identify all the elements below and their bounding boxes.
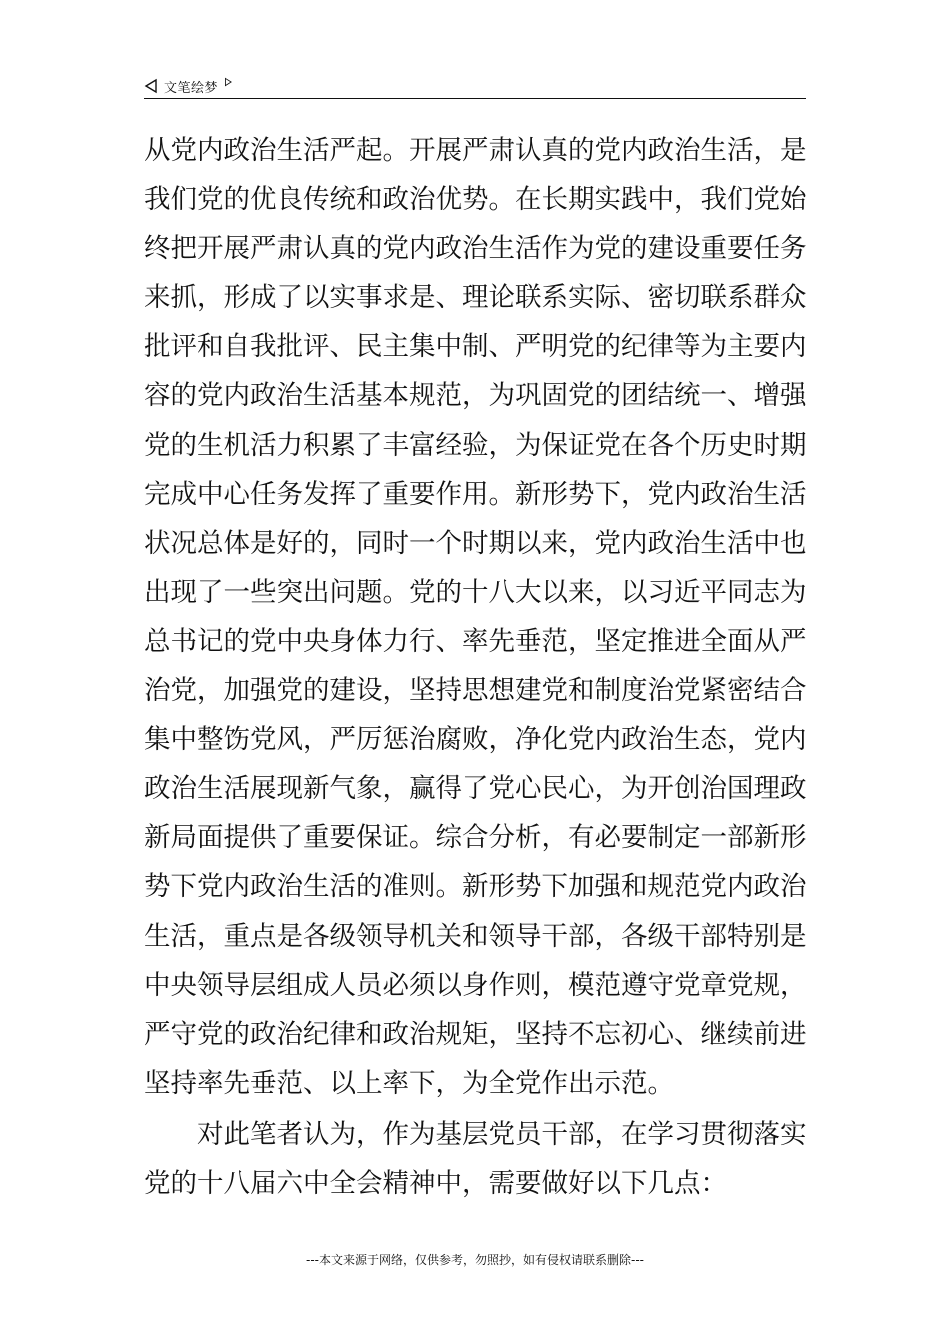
- text-line: 严守党的政治纪律和政治规矩，坚持不忘初心、继续前进: [144, 1018, 806, 1050]
- text-line: 坚持率先垂范、以上率下，为全党作出示范。: [144, 1067, 674, 1099]
- page-header: [144, 74, 806, 98]
- document-body: [144, 126, 806, 1208]
- text-line: 党的十八届六中全会精神中，需要做好以下几点：: [144, 1167, 727, 1199]
- text-line: 生活，重点是各级领导机关和领导干部，各级干部特别是: [144, 920, 806, 952]
- text-line: 政治生活展现新气象，赢得了党心民心，为开创治国理政: [144, 773, 806, 805]
- text-line: 治党，加强党的建设，坚持思想建党和制度治党紧密结合: [144, 675, 806, 707]
- text-line: 批评和自我批评、民主集中制、严明党的纪律等为主要内: [144, 331, 806, 363]
- text-line: 来抓，形成了以实事求是、理论联系实际、密切联系群众: [144, 282, 806, 314]
- header-rule: [144, 98, 806, 99]
- text-line: 对此笔者认为，作为基层党员干部，在学习贯彻落实: [197, 1118, 806, 1150]
- text-line: 容的党内政治生活基本规范，为巩固党的团结统一、增强: [144, 380, 806, 412]
- text-line: 终把开展严肃认真的党内政治生活作为党的建设重要任务: [144, 233, 806, 265]
- text-line: 新局面提供了重要保证。综合分析，有必要制定一部新形: [144, 822, 806, 854]
- text-line: 总书记的党中央身体力行、率先垂范，坚定推进全面从严: [144, 625, 806, 657]
- triangle-right-icon: [224, 76, 234, 88]
- text-line: 状况总体是好的，同时一个时期以来，党内政治生活中也: [144, 527, 806, 559]
- header-title: 文笔绘梦: [164, 80, 219, 96]
- text-line: 出现了一些突出问题。党的十八大以来，以习近平同志为: [144, 576, 806, 608]
- text-line: 中央领导层组成人员必须以身作则，模范遵守党章党规，: [144, 969, 806, 1001]
- text-line: 势下党内政治生活的准则。新形势下加强和规范党内政治: [144, 871, 806, 903]
- text-line: 集中整饬党风，严厉惩治腐败，净化党内政治生态，党内: [144, 724, 806, 756]
- text-line: 我们党的优良传统和政治优势。在长期实践中，我们党始: [144, 184, 806, 216]
- footer-notice: ---本文来源于网络，仅供参考，勿照抄，如有侵权请联系删除---: [306, 1253, 644, 1267]
- text-line: 党的生机活力积累了丰富经验，为保证党在各个历史时期: [144, 429, 806, 461]
- text-line: 完成中心任务发挥了重要作用。新形势下，党内政治生活: [144, 478, 806, 510]
- text-line: 从党内政治生活严起。开展严肃认真的党内政治生活，是: [144, 135, 806, 166]
- triangle-left-icon: [144, 78, 158, 94]
